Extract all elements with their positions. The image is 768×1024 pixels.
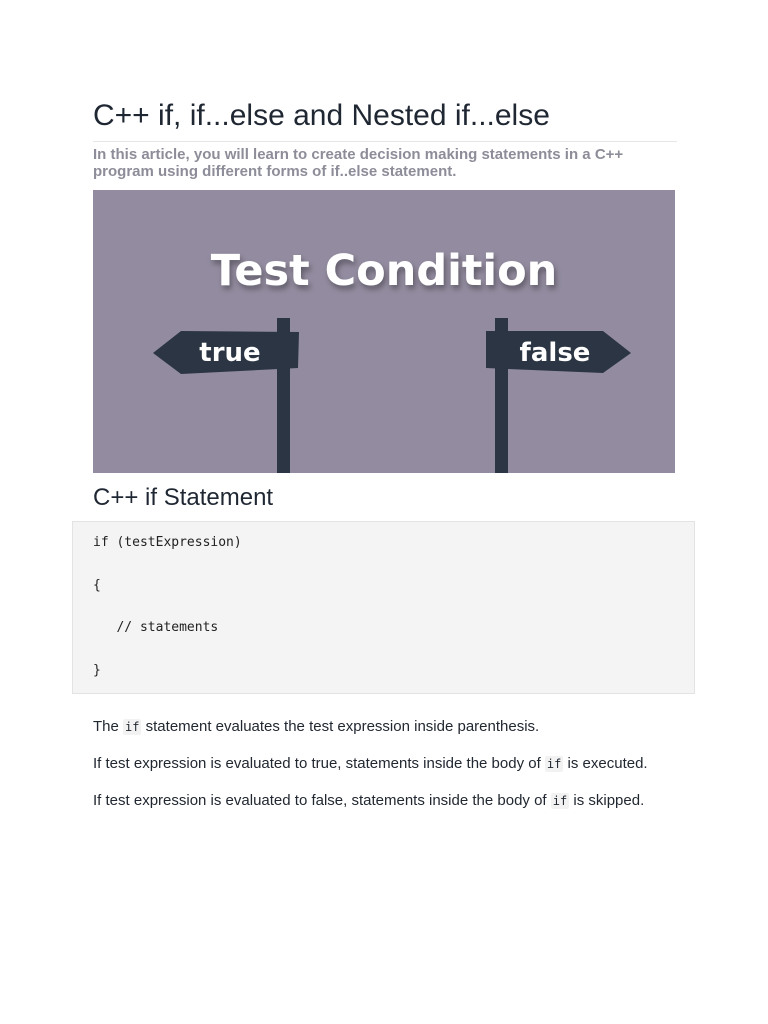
hero-image <box>93 190 675 473</box>
code-line: { <box>93 578 101 593</box>
code-block <box>72 521 695 694</box>
signpost-illustration <box>93 190 675 473</box>
code-line: if (testExpression) <box>93 535 242 550</box>
paragraph <box>93 791 644 811</box>
page-title: C++ if, if...else and Nested if...else <box>93 99 550 132</box>
title-divider <box>93 141 677 142</box>
paragraph-text: The <box>93 718 124 735</box>
paragraph <box>93 717 539 737</box>
article-lead: In this article, you will learn to create decision making statements in a C++ program using different forms of if..else statement. <box>93 146 624 180</box>
section-heading: C++ if Statement <box>93 484 274 511</box>
paragraph-text: statement evaluates the test expression inside parenthesis. <box>141 718 540 735</box>
inline-code: if <box>552 794 568 808</box>
code-line: // statements <box>93 620 219 635</box>
code-line: } <box>93 663 101 678</box>
paragraph-text: is executed. <box>563 755 648 772</box>
paragraph-text: If test expression is evaluated to true, statements inside the body of <box>93 755 545 772</box>
paragraph-text: If test expression is evaluated to false, statements inside the body of <box>93 792 551 809</box>
right-sign-label: false <box>519 338 591 368</box>
paragraph <box>93 754 648 774</box>
hero-heading: Test Condition <box>210 246 558 296</box>
inline-code: if <box>125 720 140 734</box>
left-sign-label: true <box>199 338 261 368</box>
paragraph-text: is skipped. <box>569 792 645 809</box>
inline-code: if <box>546 757 562 771</box>
